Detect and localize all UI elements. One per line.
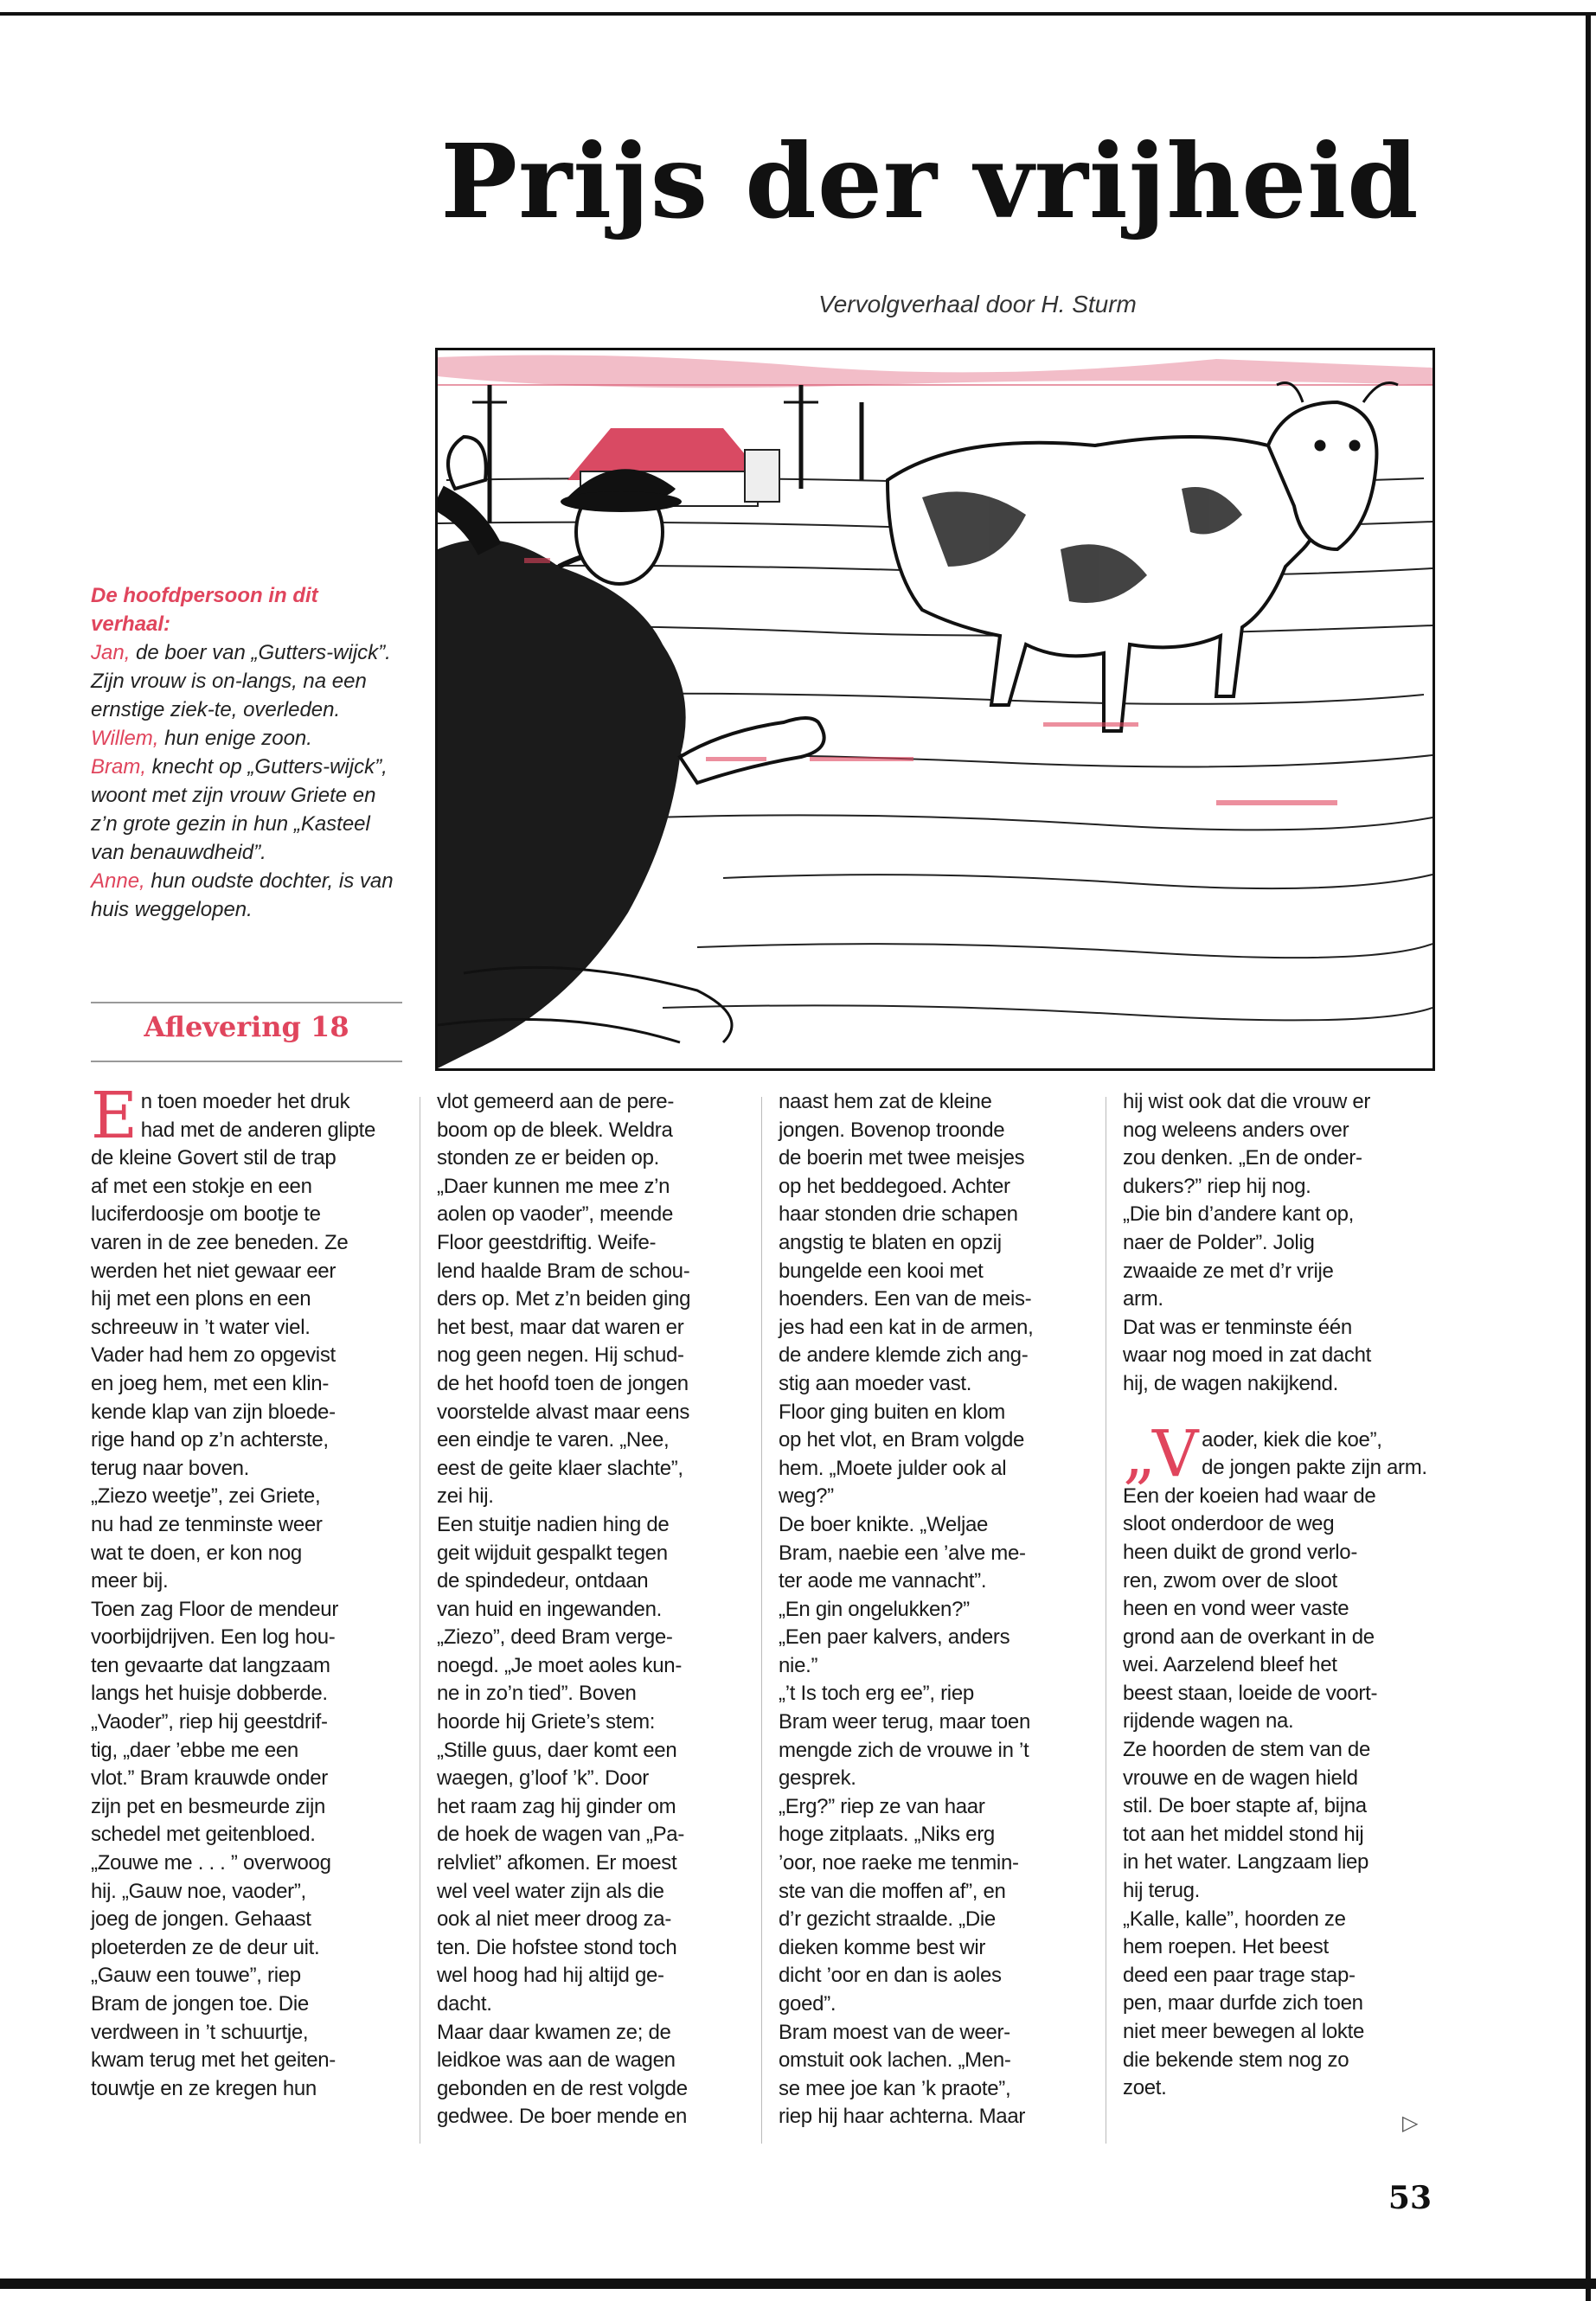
text-line: vrouwe en de wagen hield: [1123, 1766, 1358, 1790]
text-line: heen en vond weer vaste: [1123, 1597, 1349, 1621]
text-line: ook al niet meer droog za-: [437, 1907, 672, 1932]
top-rule: [0, 12, 1596, 16]
character-entry: [91, 867, 402, 924]
text-line: tot aan het middel stond hij: [1123, 1822, 1364, 1846]
text-line: „Erg?” riep ze van haar: [779, 1794, 985, 1818]
character-description: de boer van „Gutters-wijck”. Zijn vrouw is on-langs, na een ernstige ziek-te, overleden.: [91, 641, 391, 721]
text-line: Floor ging buiten en klom: [779, 1400, 1005, 1424]
text-line: de jongen pakte zijn arm.: [1202, 1456, 1427, 1480]
text-line: goed”.: [779, 1992, 836, 2016]
text-line: wat te doen, er kon nog: [91, 1541, 302, 1565]
text-line: ten. Die hofstee stond toch: [437, 1935, 677, 1959]
text-line: sloot onderdoor de weg: [1123, 1512, 1335, 1536]
text-line: bungelde een kooi met: [779, 1259, 984, 1283]
drop-cap: „V: [1123, 1416, 1199, 1491]
text-line: luciferdoosje om bootje te: [91, 1202, 321, 1227]
text-line: vlot.” Bram krauwde onder: [91, 1766, 328, 1791]
column-4-text-a: [1123, 1088, 1436, 1399]
text-line: hij, de wagen nakijkend.: [1123, 1371, 1338, 1395]
text-line: terug naar boven.: [91, 1456, 250, 1480]
bottom-rule: [0, 2279, 1596, 2289]
text-line: boom op de bleek. Weldra: [437, 1118, 673, 1142]
text-line: kende klap van zijn bloede-: [91, 1400, 336, 1424]
text-line: het raam zag hij ginder om: [437, 1794, 676, 1818]
article-column-1: [91, 1079, 402, 2103]
text-line: niet meer bewegen al lokte: [1123, 2020, 1365, 2043]
text-line: de het hoofd toen de jongen: [437, 1371, 689, 1395]
text-line: dukers?” riep hij nog.: [1123, 1174, 1311, 1198]
text-line: De boer knikte. „Weljae: [779, 1512, 989, 1536]
right-edge-rule: [1586, 12, 1591, 2301]
text-line: rige hand op z’n achterste,: [91, 1428, 329, 1452]
text-line: weg?”: [779, 1484, 834, 1509]
text-line: lend haalde Bram de schou-: [437, 1259, 690, 1283]
text-line: Dat was er tenminste één: [1123, 1315, 1352, 1339]
episode-label: Aflevering 18: [144, 1010, 349, 1043]
character-name: Willem,: [91, 727, 159, 750]
character-description: hun enige zoon.: [158, 727, 312, 750]
text-line: zwaaide ze met d’r vrije: [1123, 1259, 1334, 1283]
text-line: schedel met geitenbloed.: [91, 1823, 316, 1847]
text-line: hoorde hij Griete’s stem:: [437, 1710, 656, 1734]
text-line: af met een stokje en een: [91, 1174, 312, 1198]
text-line: ne in zo’n tied”. Boven: [437, 1682, 637, 1706]
column-1-text: [91, 1079, 402, 2103]
drop-cap: E: [91, 1079, 138, 1153]
text-line: ten gevaarte dat langzaam: [91, 1653, 330, 1677]
text-line: wel hoog had hij altijd ge-: [437, 1964, 664, 1988]
article-column-4: [1123, 1088, 1436, 2103]
text-line: leidkoe was aan de wagen: [437, 2048, 676, 2073]
text-line: wei. Aarzelend bleef het: [1123, 1653, 1337, 1677]
text-line: de andere klemde zich ang-: [779, 1343, 1029, 1368]
text-line: „Een paer kalvers, anders: [779, 1625, 1010, 1650]
text-line: n toen moeder het druk: [140, 1090, 350, 1113]
text-line: meer bij.: [91, 1569, 169, 1593]
text-line: hij met een plons en een: [91, 1287, 311, 1311]
text-line: naer de Polder”. Jolig: [1123, 1230, 1315, 1254]
text-line: hij. „Gauw noe, vaoder”,: [91, 1879, 306, 1903]
text-line: die bekende stem nog zo: [1123, 2048, 1349, 2072]
text-line: de spindedeur, ontdaan: [437, 1569, 649, 1593]
text-line: „Ziezo”, deed Bram verge-: [437, 1625, 673, 1650]
text-line: Bram, naebie een ’alve me-: [779, 1541, 1026, 1565]
text-line: beest staan, loeide de voort-: [1123, 1681, 1378, 1705]
episode-rule-bottom: [91, 1061, 402, 1062]
text-line: het best, maar dat waren er: [437, 1315, 684, 1339]
episode-rule-top: [91, 1002, 402, 1003]
text-line: van huid en ingewanden.: [437, 1597, 662, 1621]
text-line: pen, maar durfde zich toen: [1123, 1991, 1363, 2016]
text-line: vlot gemeerd aan de pere-: [437, 1090, 675, 1113]
story-illustration: [435, 348, 1435, 1071]
text-line: naast hem zat de kleine: [779, 1090, 992, 1113]
text-line: Maar daar kwamen ze; de: [437, 2020, 671, 2044]
column-4-text-b: [1123, 1416, 1436, 2103]
text-line: dieken komme best wir: [779, 1935, 986, 1959]
text-line: stil. De boer stapte af, bijna: [1123, 1794, 1367, 1818]
text-line: „Stille guus, daer komt een: [437, 1738, 677, 1762]
column-3-text: [779, 1088, 1090, 2131]
text-line: grond aan de overkant in de: [1123, 1625, 1375, 1649]
text-line: voorbijdrijven. Een log hou-: [91, 1625, 336, 1650]
text-line: Bram moest van de weer-: [779, 2020, 1010, 2044]
text-line: Bram de jongen toe. Die: [91, 1992, 309, 2016]
text-line: rijdende wagen na.: [1123, 1709, 1294, 1734]
text-line: zijn pet en besmeurde zijn: [91, 1794, 326, 1818]
text-line: aolen op vaoder”, meende: [437, 1202, 673, 1227]
text-line: nie.”: [779, 1653, 818, 1677]
flood-farmer-cow-illustration: [438, 350, 1433, 1068]
text-line: voorstelde alvast maar eens: [437, 1400, 690, 1424]
text-line: in het water. Langzaam liep: [1123, 1850, 1369, 1875]
text-line: ders op. Met z’n beiden ging: [437, 1287, 691, 1311]
text-line: een eindje te varen. „Nee,: [437, 1428, 670, 1452]
character-name: Bram,: [91, 755, 147, 779]
text-line: zoet.: [1123, 2076, 1167, 2100]
text-line: ter aode me vannacht”.: [779, 1569, 987, 1593]
text-line: de kleine Govert stil de trap: [91, 1146, 337, 1170]
text-line: „Die bin d’andere kant op,: [1123, 1202, 1355, 1227]
text-line: noegd. „Je moet aoles kun-: [437, 1653, 683, 1677]
text-line: gedwee. De boer mende en: [437, 2105, 688, 2129]
character-name: Jan,: [91, 641, 131, 664]
character-description: hun oudste dochter, is van huis weggelopen.: [91, 869, 394, 921]
text-line: heen duikt de grond verlo-: [1123, 1540, 1358, 1564]
text-line: nog weleens anders over: [1123, 1118, 1349, 1142]
text-line: de hoek de wagen van „Pa-: [437, 1823, 685, 1847]
text-line: zou denken. „En de onder-: [1123, 1146, 1362, 1170]
character-entry: [91, 724, 402, 753]
character-list-heading: De hoofdpersoon in dit verhaal:: [91, 584, 318, 636]
article-column-3: [779, 1088, 1090, 2131]
text-line: „Daer kunnen me mee z’n: [437, 1174, 670, 1198]
text-line: varen in de zee beneden. Ze: [91, 1230, 349, 1254]
text-line: riep hij haar achterna. Maar: [779, 2105, 1026, 2129]
text-line: joeg de jongen. Gehaast: [91, 1907, 311, 1932]
text-line: „Gauw een touwe”, riep: [91, 1964, 301, 1988]
text-line: deed een paar trage stap-: [1123, 1963, 1356, 1987]
character-name: Anne,: [91, 869, 145, 893]
text-line: wel veel water zijn als die: [437, 1879, 664, 1903]
text-line: se mee joe kan ’k praote”,: [779, 2076, 1011, 2100]
page-title: Prijs der vrijheid: [440, 121, 1420, 241]
text-line: stig aan moeder vast.: [779, 1371, 972, 1395]
text-line: Floor geestdriftig. Weife-: [437, 1230, 657, 1254]
text-line: tig, „daer ’ebbe me een: [91, 1738, 298, 1762]
text-line: Toen zag Floor de mendeur: [91, 1597, 339, 1621]
text-line: „’t Is toch erg ee”, riep: [779, 1682, 974, 1706]
text-line: ste van die moffen af”, en: [779, 1879, 1006, 1903]
text-line: Ze hoorden de stem van de: [1123, 1738, 1371, 1762]
text-line: touwtje en ze kregen hun: [91, 2076, 317, 2100]
text-line: kwam terug met het geiten-: [91, 2048, 337, 2073]
text-line: „Vaoder”, riep hij geestdrif-: [91, 1710, 328, 1734]
text-line: nu had ze tenminste weer: [91, 1512, 323, 1536]
text-line: de boerin met twee meisjes: [779, 1146, 1025, 1170]
text-line: werden het niet gewaar eer: [91, 1259, 337, 1283]
text-line: d’r gezicht straalde. „Die: [779, 1907, 996, 1932]
text-line: Bram weer terug, maar toen: [779, 1710, 1030, 1734]
text-line: waar nog moed in zat dacht: [1123, 1343, 1372, 1368]
text-line: op het beddegoed. Achter: [779, 1174, 1010, 1198]
text-line: mengde zich de vrouwe in ’t: [779, 1738, 1029, 1762]
text-line: aoder, kiek die koe”,: [1202, 1427, 1382, 1452]
text-line: gesprek.: [779, 1766, 856, 1791]
text-line: hij wist ook dat die vrouw er: [1123, 1090, 1371, 1113]
text-line: ren, zwom over de sloot: [1123, 1568, 1337, 1593]
text-line: op het vlot, en Bram volgde: [779, 1428, 1025, 1452]
text-line: hoge zitplaats. „Niks erg: [779, 1823, 995, 1847]
column-divider: [761, 1097, 762, 2144]
text-line: hoenders. Een van de meis-: [779, 1287, 1032, 1311]
text-line: ploeterden ze de deur uit.: [91, 1935, 320, 1959]
text-line: dacht.: [437, 1992, 492, 2016]
text-line: „En gin ongelukken?”: [779, 1597, 970, 1621]
text-line: „Ziezo weetje”, zei Griete,: [91, 1484, 321, 1509]
byline: Vervolgverhaal door H. Sturm: [818, 291, 1137, 317]
text-line: jongen. Bovenop troonde: [779, 1118, 1005, 1142]
text-line: Vader had hem zo opgevist: [91, 1343, 336, 1368]
text-line: jes had een kat in de armen,: [779, 1315, 1034, 1339]
text-line: zei hij.: [437, 1484, 494, 1509]
character-entry: [91, 638, 402, 724]
text-line: arm.: [1123, 1287, 1163, 1311]
page-number: 53: [1388, 2180, 1432, 2216]
article-column-2: [437, 1088, 744, 2131]
text-line: hem. „Moete julder ook al: [779, 1456, 1007, 1480]
character-entry: [91, 753, 402, 867]
text-line: dicht ’oor en dan is aoles: [779, 1964, 1002, 1988]
character-list: [91, 581, 402, 924]
text-line: waegen, g’loof ’k”. Door: [437, 1766, 649, 1791]
text-line: had met de anderen glipte: [140, 1118, 376, 1142]
text-line: „Kalle, kalle”, hoorden ze: [1123, 1907, 1346, 1931]
text-line: Een stuitje nadien hing de: [437, 1512, 670, 1536]
text-line: hij terug.: [1123, 1879, 1201, 1903]
text-line: eest de geite klaer slachte”,: [437, 1456, 683, 1480]
text-line: geit wijduit gespalkt tegen: [437, 1541, 668, 1565]
column-2-text: [437, 1088, 744, 2131]
text-line: gebonden en de rest volgde: [437, 2076, 688, 2100]
text-line: hem roepen. Het beest: [1123, 1935, 1329, 1959]
text-line: schreeuw in ’t water viel.: [91, 1315, 311, 1339]
text-line: ’oor, noe raeke me tenmin-: [779, 1851, 1019, 1875]
text-line: omstuit ook lachen. „Men-: [779, 2048, 1011, 2073]
text-line: haar stonden drie schapen: [779, 1202, 1018, 1227]
text-line: angstig te blaten en opzij: [779, 1230, 1002, 1254]
text-line: en joeg hem, met een klin-: [91, 1371, 330, 1395]
continue-arrow-icon: ▷: [1402, 2111, 1419, 2135]
text-line: verdween in ’t schuurtje,: [91, 2020, 309, 2044]
text-line: nog geen negen. Hij schud-: [437, 1343, 684, 1368]
text-line: „Zouwe me . . . ” overwoog: [91, 1851, 331, 1875]
text-line: Een der koeien had waar de: [1123, 1484, 1376, 1508]
character-description: knecht op „Gutters-wijck”, woont met zijn vrouw Griete en z’n grote gezin in hun „Kasteel van benauwdheid”.: [91, 755, 388, 864]
text-line: langs het huisje dobberde.: [91, 1682, 328, 1706]
text-line: relvliet” afkomen. Er moest: [437, 1851, 677, 1875]
text-line: stonden ze er beiden op.: [437, 1146, 659, 1170]
